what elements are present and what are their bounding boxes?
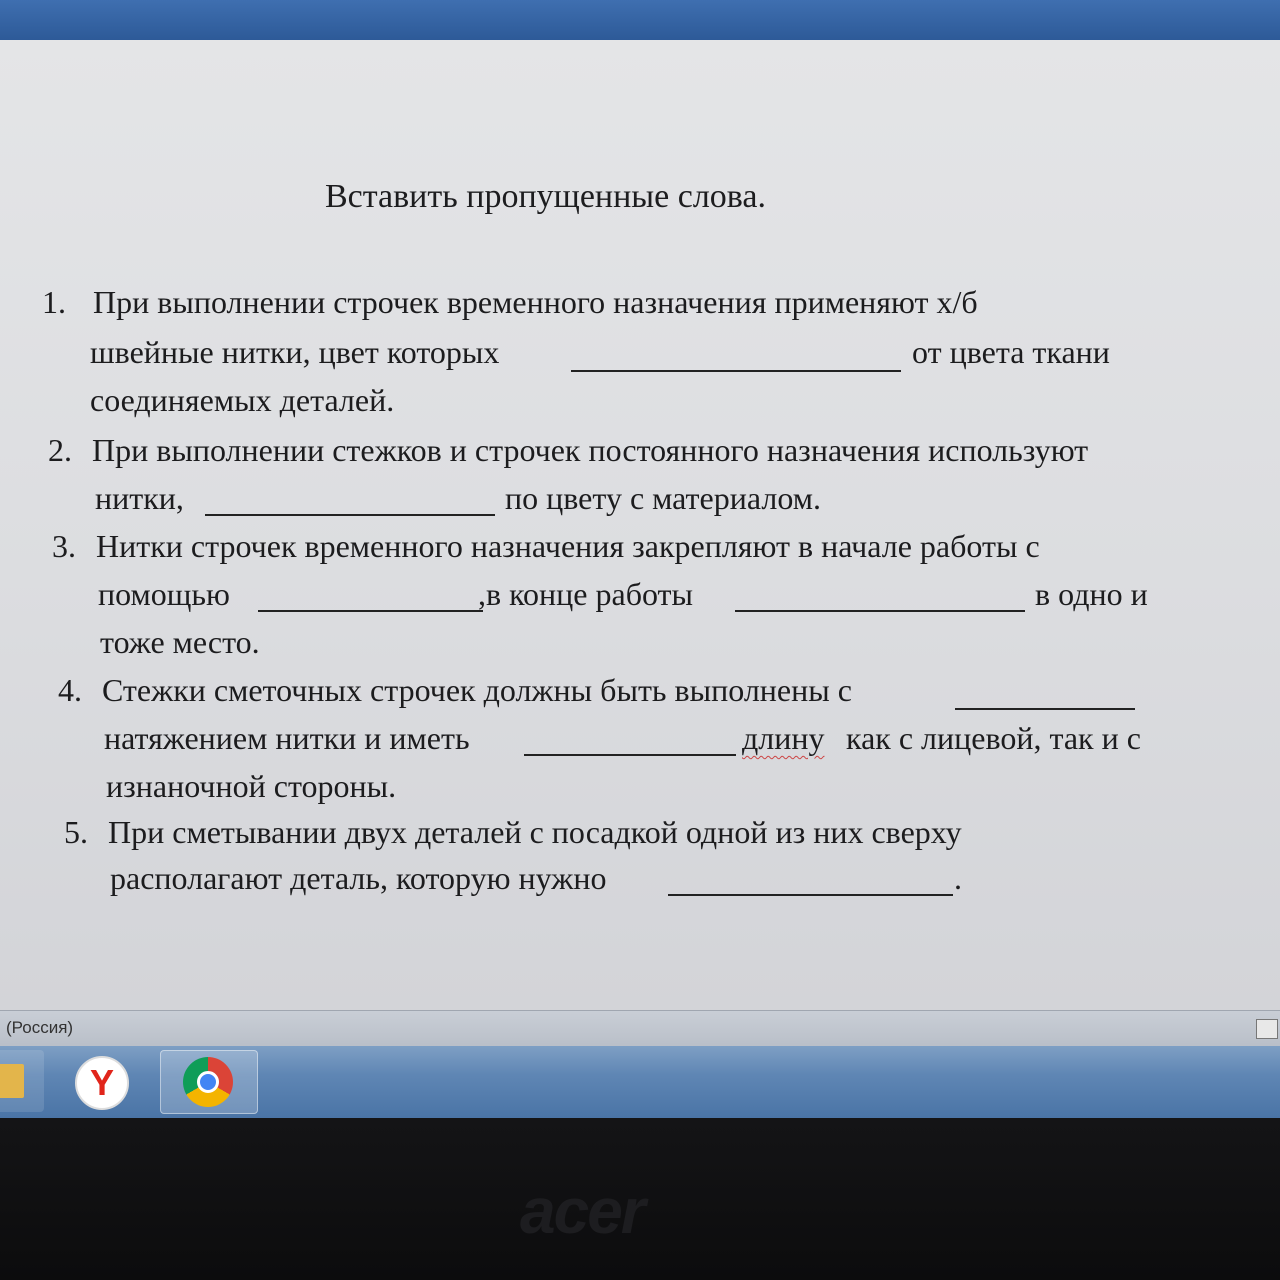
item-4-line-3: длину (742, 720, 825, 756)
item-2-line-2: нитки, (95, 480, 184, 516)
item-5-line-1: При сметывании двух деталей с посадкой одной из них сверху (108, 814, 962, 850)
monitor-bezel (0, 1118, 1280, 1280)
item-5-period: . (954, 860, 962, 896)
item-2-line-3: по цвету с материалом. (505, 480, 821, 516)
item-4-blank-1[interactable] (955, 708, 1135, 710)
item-1-number: 1. (42, 284, 66, 320)
taskbar-chrome-button[interactable] (160, 1050, 258, 1114)
status-bar (0, 1010, 1280, 1047)
item-2-line-1: При выполнении стежков и строчек постоянного назначения используют (92, 432, 1089, 468)
item-3-blank-1[interactable] (258, 610, 483, 612)
item-2-number: 2. (48, 432, 72, 468)
window-top-strip (0, 0, 1280, 40)
item-5-blank[interactable] (668, 894, 953, 896)
item-1-line-3: от цвета ткани (912, 334, 1110, 370)
taskbar-explorer-button[interactable] (0, 1050, 44, 1112)
item-3-blank-2[interactable] (735, 610, 1025, 612)
item-5-number: 5. (64, 814, 88, 850)
item-1-blank[interactable] (571, 370, 901, 372)
document-page[interactable] (0, 40, 1280, 1010)
chrome-icon-center (197, 1071, 219, 1093)
yandex-letter: Y (89, 1062, 114, 1103)
chrome-icon (183, 1057, 233, 1107)
item-1-line-2: швейные нитки, цвет которых (90, 334, 500, 370)
view-mode-icon[interactable] (1256, 1019, 1278, 1039)
item-1-line-4: соединяемых деталей. (90, 382, 395, 418)
item-4-line-5: изнаночной стороны. (106, 768, 397, 804)
item-4-line-1: Стежки сметочных строчек должны быть выполнены с (102, 672, 852, 708)
item-5-line-2: располагают деталь, которую нужно (110, 860, 607, 896)
item-3-line-1: Нитки строчек временного назначения закрепляют в начале работы с (96, 528, 1040, 564)
item-1-line-1: При выполнении строчек временного назначения применяют х/б (93, 284, 978, 320)
item-4-line-2: натяжением нитки и иметь (104, 720, 470, 756)
language-indicator[interactable]: (Россия) (6, 1018, 74, 1037)
yandex-browser-icon (75, 1056, 129, 1110)
item-3-line-5: тоже место. (100, 624, 260, 660)
item-3-line-4: в одно и (1035, 576, 1148, 612)
item-3-line-3: ,в конце работы (478, 576, 694, 612)
item-2-blank[interactable] (205, 514, 495, 516)
document-title: Вставить пропущенные слова. (325, 178, 766, 215)
item-4-number: 4. (58, 672, 82, 708)
item-4-blank-2[interactable] (524, 754, 736, 756)
folder-icon (0, 1064, 24, 1098)
taskbar-yandex-button[interactable] (55, 1050, 155, 1112)
brand-logo: acer (520, 1175, 644, 1247)
item-4-line-4: как с лицевой, так и с (846, 720, 1141, 756)
taskbar (0, 1046, 1280, 1118)
item-3-line-2: помощью (98, 576, 230, 612)
item-3-number: 3. (52, 528, 76, 564)
